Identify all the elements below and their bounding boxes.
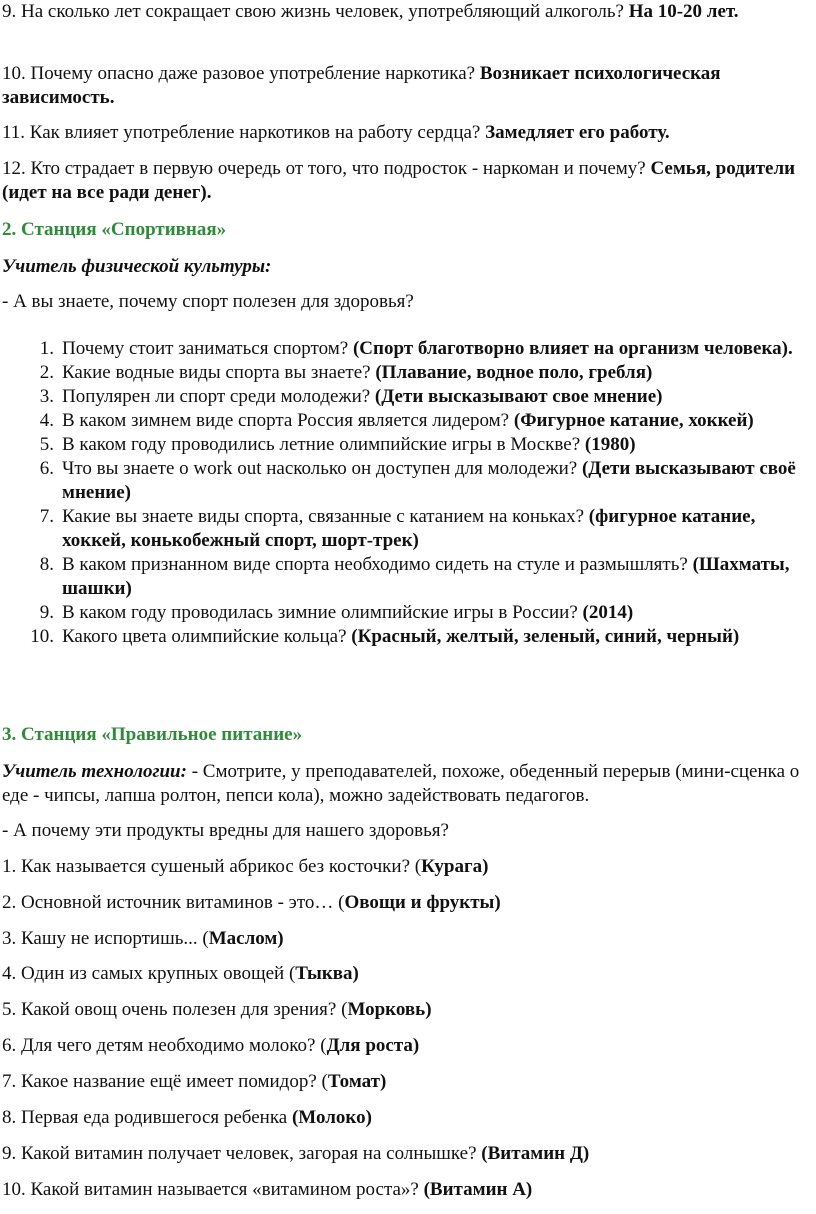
question-12: 12. Кто страдает в первую очередь от того, что подросток - наркоман и почему? Семья, родители (идет на все ради денег). — [2, 158, 796, 203]
station-2-question-list — [0, 337, 816, 649]
list-item: 3. Популярен ли спорт среди молодежи? (Дети высказывают свое мнение) — [39, 386, 663, 407]
list-item: 7. Какие вы знаете виды спорта, связанные с катанием на коньках? (фигурное катание, хоккей, конькобежный спорт, шорт-трек) — [39, 506, 756, 551]
list-item: 6. Что вы знаете о work out насколько он доступен для молодежи? (Дети высказывают своё мнение) — [39, 458, 796, 503]
food-question-3: 3. Кашу не испортишь... (Маслом) — [2, 928, 284, 949]
list-item: 4. В каком зимнем виде спорта Россия является лидером? (Фигурное катание, хоккей) — [39, 410, 754, 431]
food-question-10: 10. Какой витамин называется «витамином роста»? (Витамин А) — [2, 1179, 533, 1200]
food-question-1: 1. Как называется сушеный абрикос без косточки? (Курага) — [2, 856, 489, 877]
list-item: 2. Какие водные виды спорта вы знаете? (Плавание, водное поло, гребля) — [39, 362, 653, 383]
list-item: 9. В каком году проводилась зимние олимпийские игры в России? (2014) — [39, 602, 634, 623]
station-2-teacher: Учитель физической культуры: — [2, 256, 272, 277]
station-3-intro: - А почему эти продукты вредны для нашего здоровья? — [2, 820, 449, 841]
answer: Семья, родители (идет на все ради денег). — [2, 158, 796, 203]
food-question-2: 2. Основной источник витаминов - это… (Овощи и фрукты) — [2, 892, 501, 913]
question-11: 11. Как влияет употребление наркотиков на работу сердца? Замедляет его работу. — [2, 122, 670, 143]
answer: На 10-20 лет. — [628, 1, 739, 22]
answer: Замедляет его работу. — [485, 122, 670, 143]
food-question-6: 6. Для чего детям необходимо молоко? (Для роста) — [2, 1035, 420, 1056]
list-item: 10. Какого цвета олимпийские кольца? (Красный, желтый, зеленый, синий, черный) — [30, 626, 740, 647]
answer: Возникает психологическая зависимость. — [2, 63, 721, 108]
food-question-5: 5. Какой овощ очень полезен для зрения? (Морковь) — [2, 999, 432, 1020]
list-item: 5. В каком году проводились летние олимпийские игры в Москве? (1980) — [39, 434, 636, 455]
station-3-title: 3. Станция «Правильное питание» — [2, 724, 303, 745]
station-3-teacher: Учитель технологии: — [2, 761, 187, 782]
question-10: 10. Почему опасно даже разовое употребление наркотика? Возникает психологическая зависимость. — [2, 63, 721, 108]
station-2-title: 2. Станция «Спортивная» — [2, 219, 227, 240]
station-2-intro: - А вы знаете, почему спорт полезен для здоровья? — [2, 291, 414, 312]
station-3-teacher-paragraph: Учитель технологии: - Смотрите, у преподавателей, похоже, обеденный перерыв (мини-сценка о еде - чипсы, лапша ролтон, пепси кола), можно задействовать педагогов. — [2, 761, 800, 806]
food-question-9: 9. Какой витамин получает человек, загорая на солнышке? (Витамин Д) — [2, 1143, 590, 1164]
food-question-8: 8. Первая еда родившегося ребенка (Молоко) — [2, 1107, 372, 1128]
list-item: 8. В каком признанном виде спорта необходимо сидеть на стуле и размышлять? (Шахматы, шашки) — [39, 554, 790, 599]
food-question-4: 4. Один из самых крупных овощей (Тыква) — [2, 963, 359, 984]
food-question-7: 7. Какое название ещё имеет помидор? (Томат) — [2, 1071, 387, 1092]
list-item: 1. Почему стоит заниматься спортом? (Спорт благотворно влияет на организм человека). — [39, 338, 793, 359]
question-9: 9. На сколько лет сокращает свою жизнь человек, употребляющий алкоголь? На 10-20 лет. — [2, 1, 739, 22]
